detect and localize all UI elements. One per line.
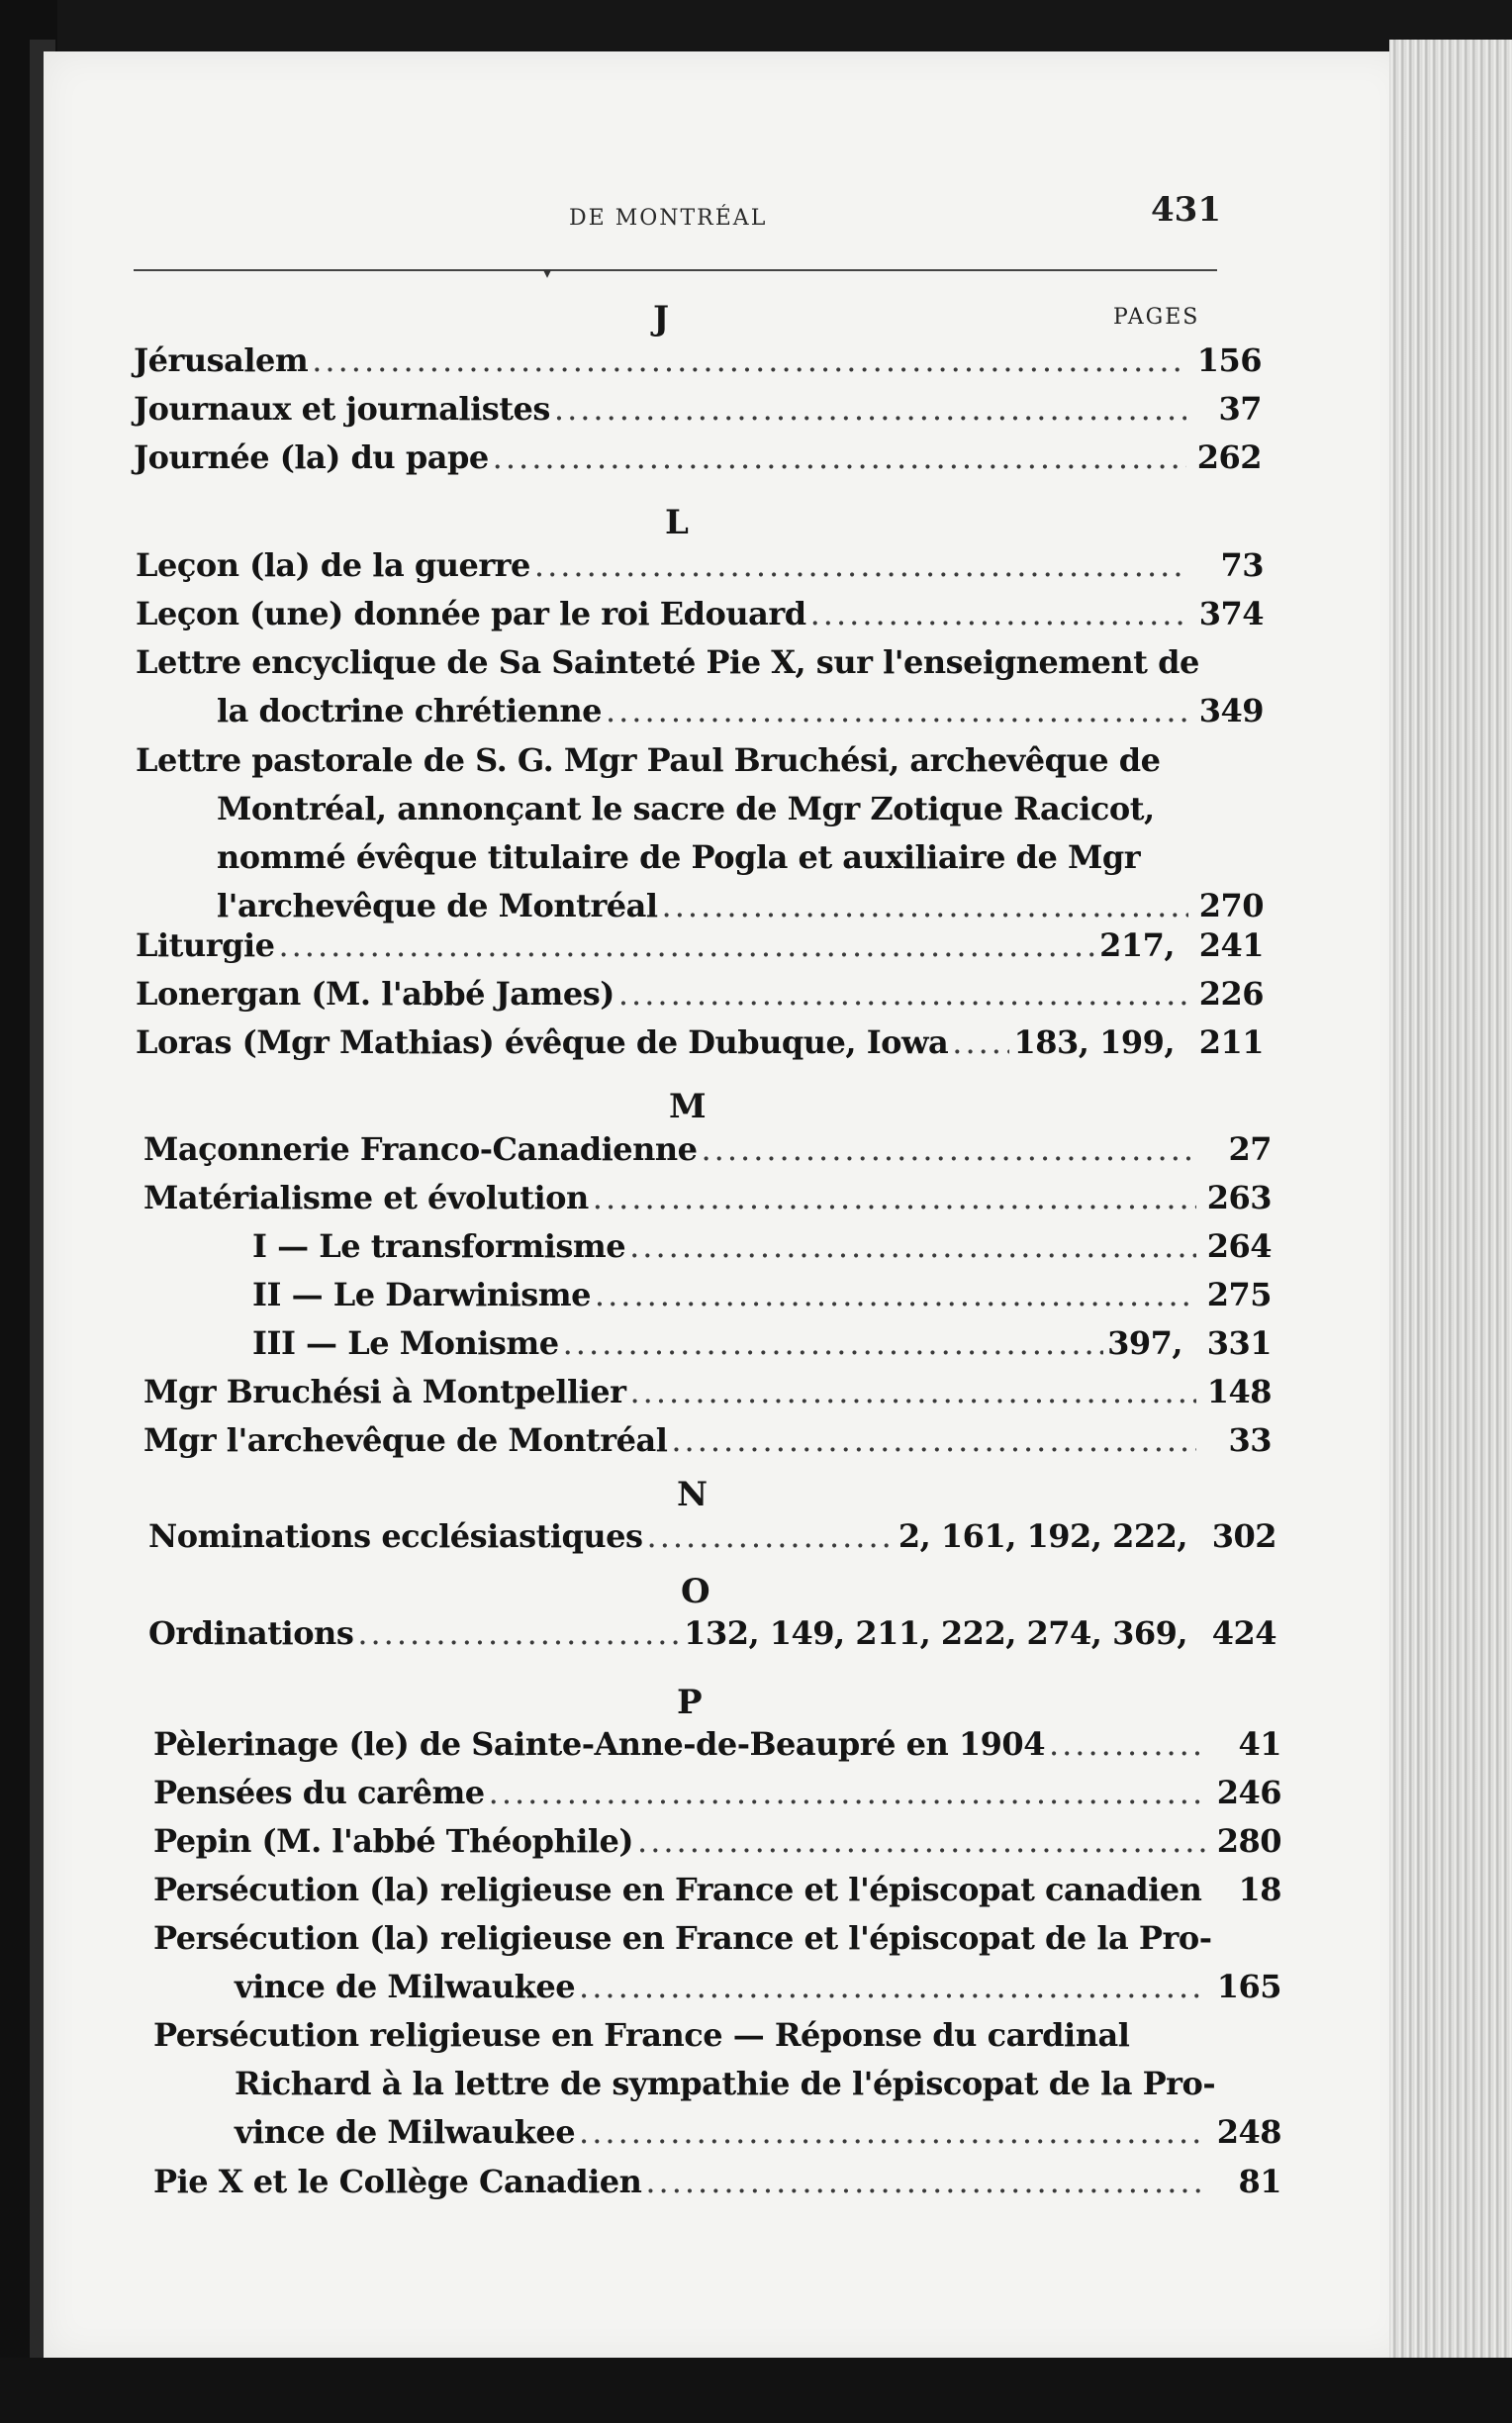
index-entry [136,590,1264,638]
entry-title: Pie X et le Collège Canadien [153,2163,642,2200]
entry-line [148,1512,1276,1561]
entry-page: 41 [1238,1725,1281,1763]
entry-page: 349 [1198,692,1264,729]
entry-title: Persécution (la) religieuse en France et l'épiscopat canadien [153,1871,1202,1908]
entry-page: 302 [1211,1517,1276,1555]
entry-page: 262 [1196,438,1262,476]
dot-leader [579,2108,1206,2157]
entry-title: Mgr Bruchési à Montpellier [143,1373,626,1410]
entry-line [136,1018,1264,1067]
index-entry [134,385,1262,434]
entry-title: Pepin (M. l'abbé Théophile) [153,1822,634,1860]
index-entry [143,1174,1272,1222]
section-letter-j: J [653,299,670,339]
scan-top-border [0,0,1512,57]
index-entry [134,434,1262,482]
entry-title: Leçon (la) de la guerre [136,546,530,584]
entry-title: vince de Milwaukee [235,2113,576,2151]
page-number: 431 [1151,190,1221,230]
entry-line [148,1609,1276,1658]
entry-line [153,1866,1281,1914]
dot-leader [312,337,1186,385]
entry-page: 37 [1218,390,1262,428]
section-letter-l: L [665,503,689,542]
index-entry [143,1222,1272,1271]
entry-line [136,736,1264,785]
entry-title: Mgr l'archevêque de Montréal [143,1421,668,1459]
entry-title: II — Le Darwinisme [252,1276,591,1313]
dot-leader [630,1368,1197,1416]
dot-leader [629,1222,1196,1271]
entry-line [136,785,1264,833]
entry-title: III — Le Monisme [252,1324,559,1362]
dot-leader [1205,1866,1206,1914]
entry-line [136,833,1264,882]
index-entry [148,1512,1276,1561]
entry-line [143,1125,1272,1174]
dot-leader [645,2158,1206,2206]
index-entry [153,1914,1281,2011]
entry-page: 246 [1216,1774,1281,1811]
dot-leader [647,1512,895,1561]
entry-title: vince de Milwaukee [235,1968,576,2005]
rule-ornament: ▾ [543,263,552,282]
index-entry [136,970,1264,1018]
entry-title: Lonergan (M. l'abbé James) [136,975,614,1013]
entry-line [153,2108,1281,2157]
entry-line [153,1914,1281,1963]
index-entry [143,1125,1272,1174]
entry-line [153,1769,1281,1817]
dot-leader [702,1125,1197,1174]
entry-line [143,1271,1272,1319]
entry-line [153,1963,1281,2011]
entry-line [143,1222,1272,1271]
dot-leader [952,1018,1009,1067]
running-header: DE MONTRÉAL [569,206,768,231]
index-entry [134,337,1262,385]
entry-page: 18 [1238,1871,1281,1908]
entry-page: 33 [1228,1421,1272,1459]
entry-title: la doctrine chrétienne [217,692,602,729]
index-entry [143,1368,1272,1416]
index-entry [136,1018,1264,1067]
entry-page: 241 [1198,926,1264,964]
entry-line [136,970,1264,1018]
index-entry [153,1817,1281,1866]
entry-title: Liturgie [136,926,275,964]
entry-references: 132, 149, 211, 222, 274, 369, [684,1614,1187,1652]
entry-title: Matérialisme et évolution [143,1179,589,1216]
entry-title: Pèlerinage (le) de Sainte-Anne-de-Beaupré en 1904 [153,1725,1045,1763]
index-entry [143,1319,1272,1368]
entry-line [153,1720,1281,1769]
dot-leader [493,434,1186,482]
entry-line [143,1319,1272,1368]
entry-title: Leçon (une) donnée par le roi Edouard [136,595,806,632]
entry-line [136,638,1264,687]
index-entry [143,1271,1272,1319]
dot-leader [618,970,1188,1018]
dot-leader [357,1609,680,1658]
entry-line [153,1817,1281,1866]
dot-leader [563,1319,1103,1368]
entry-references: 217, [1099,926,1175,964]
entry-page: 211 [1198,1023,1264,1061]
entry-title: Lettre pastorale de S. G. Mgr Paul Bruchési, archevêque de [136,741,1161,779]
entry-page: 73 [1220,546,1264,584]
entry-title: l'archevêque de Montréal [217,887,658,924]
index-entry [153,2158,1281,2206]
dot-leader [810,590,1188,638]
entry-line [153,2060,1281,2108]
entry-page: 280 [1216,1822,1281,1860]
index-entry [153,1769,1281,1817]
entry-title: Nominations ecclésiastiques [148,1517,643,1555]
index-entry [143,1416,1272,1465]
section-letter-p: P [677,1683,703,1722]
index-entry [148,1609,1276,1658]
entry-title: Lettre encyclique de Sa Sainteté Pie X, sur l'enseignement de [136,643,1199,681]
dot-leader [595,1271,1196,1319]
entry-title: nommé évêque titulaire de Pogla et auxiliaire de Mgr [217,838,1141,876]
entry-page: 264 [1206,1227,1272,1265]
index-entry [136,736,1264,930]
entry-page: 248 [1216,2113,1281,2151]
entry-title: Jérusalem [134,341,309,379]
index-entry [153,1720,1281,1769]
index-entry [136,921,1264,970]
dot-leader [489,1769,1206,1817]
entry-title: Persécution religieuse en France — Réponse du cardinal [153,2016,1130,2054]
entry-page: 81 [1238,2163,1281,2200]
entry-page: 374 [1198,595,1264,632]
entry-page: 226 [1198,975,1264,1013]
pages-column-label: PAGES [1113,305,1200,330]
dot-leader [671,1416,1196,1465]
section-letter-m: M [669,1087,707,1126]
entry-line [153,2158,1281,2206]
page-edges [1389,40,1512,2366]
entry-page: 156 [1196,341,1262,379]
entry-line [134,337,1262,385]
index-entry [136,541,1264,590]
section-letter-n: N [677,1475,709,1514]
entry-title: Journaux et journalistes [134,390,550,428]
section-letter-o: O [681,1572,710,1611]
entry-page: 165 [1216,1968,1281,2005]
entry-line [143,1174,1272,1222]
scan-bottom-border [0,2358,1512,2423]
entry-title: Journée (la) du pape [134,438,489,476]
index-entry [153,1866,1281,1914]
entry-page: 270 [1198,887,1264,924]
dot-leader [579,1963,1206,2011]
entry-page: 424 [1211,1614,1276,1652]
entry-title: I — Le transformisme [252,1227,626,1265]
entry-line [134,434,1262,482]
entry-references: 2, 161, 192, 222, [898,1517,1187,1555]
index-entry [136,638,1264,735]
dot-leader [278,921,1095,970]
entry-page: 275 [1206,1276,1272,1313]
entry-title: Maçonnerie Franco-Canadienne [143,1130,698,1168]
entry-page: 331 [1206,1324,1272,1362]
entry-page: 27 [1228,1130,1272,1168]
entry-line [153,2011,1281,2060]
entry-line [134,385,1262,434]
entry-references: 183, 199, [1013,1023,1175,1061]
entry-line [143,1368,1272,1416]
entry-line [136,921,1264,970]
entry-line [136,590,1264,638]
header-rule [134,269,1217,271]
entry-page: 148 [1206,1373,1272,1410]
dot-leader [1049,1720,1206,1769]
dot-leader [593,1174,1196,1222]
dot-leader [637,1817,1206,1866]
dot-leader [554,385,1186,434]
index-entry [153,2011,1281,2157]
entry-line [136,687,1264,735]
entry-title: Persécution (la) religieuse en France et l'épiscopat de la Pro- [153,1919,1212,1957]
entry-title: Richard à la lettre de sympathie de l'épiscopat de la Pro- [235,2065,1216,2102]
dot-leader [534,541,1188,590]
entry-title: Montréal, annonçant le sacre de Mgr Zotique Racicot, [217,790,1155,827]
entry-title: Loras (Mgr Mathias) évêque de Dubuque, Iowa [136,1023,949,1061]
entry-references: 397, [1107,1324,1182,1362]
entry-line [136,541,1264,590]
dot-leader [606,687,1188,735]
entry-page: 263 [1206,1179,1272,1216]
entry-title: Pensées du carême [153,1774,485,1811]
entry-title: Ordinations [148,1614,354,1652]
entry-line [143,1416,1272,1465]
